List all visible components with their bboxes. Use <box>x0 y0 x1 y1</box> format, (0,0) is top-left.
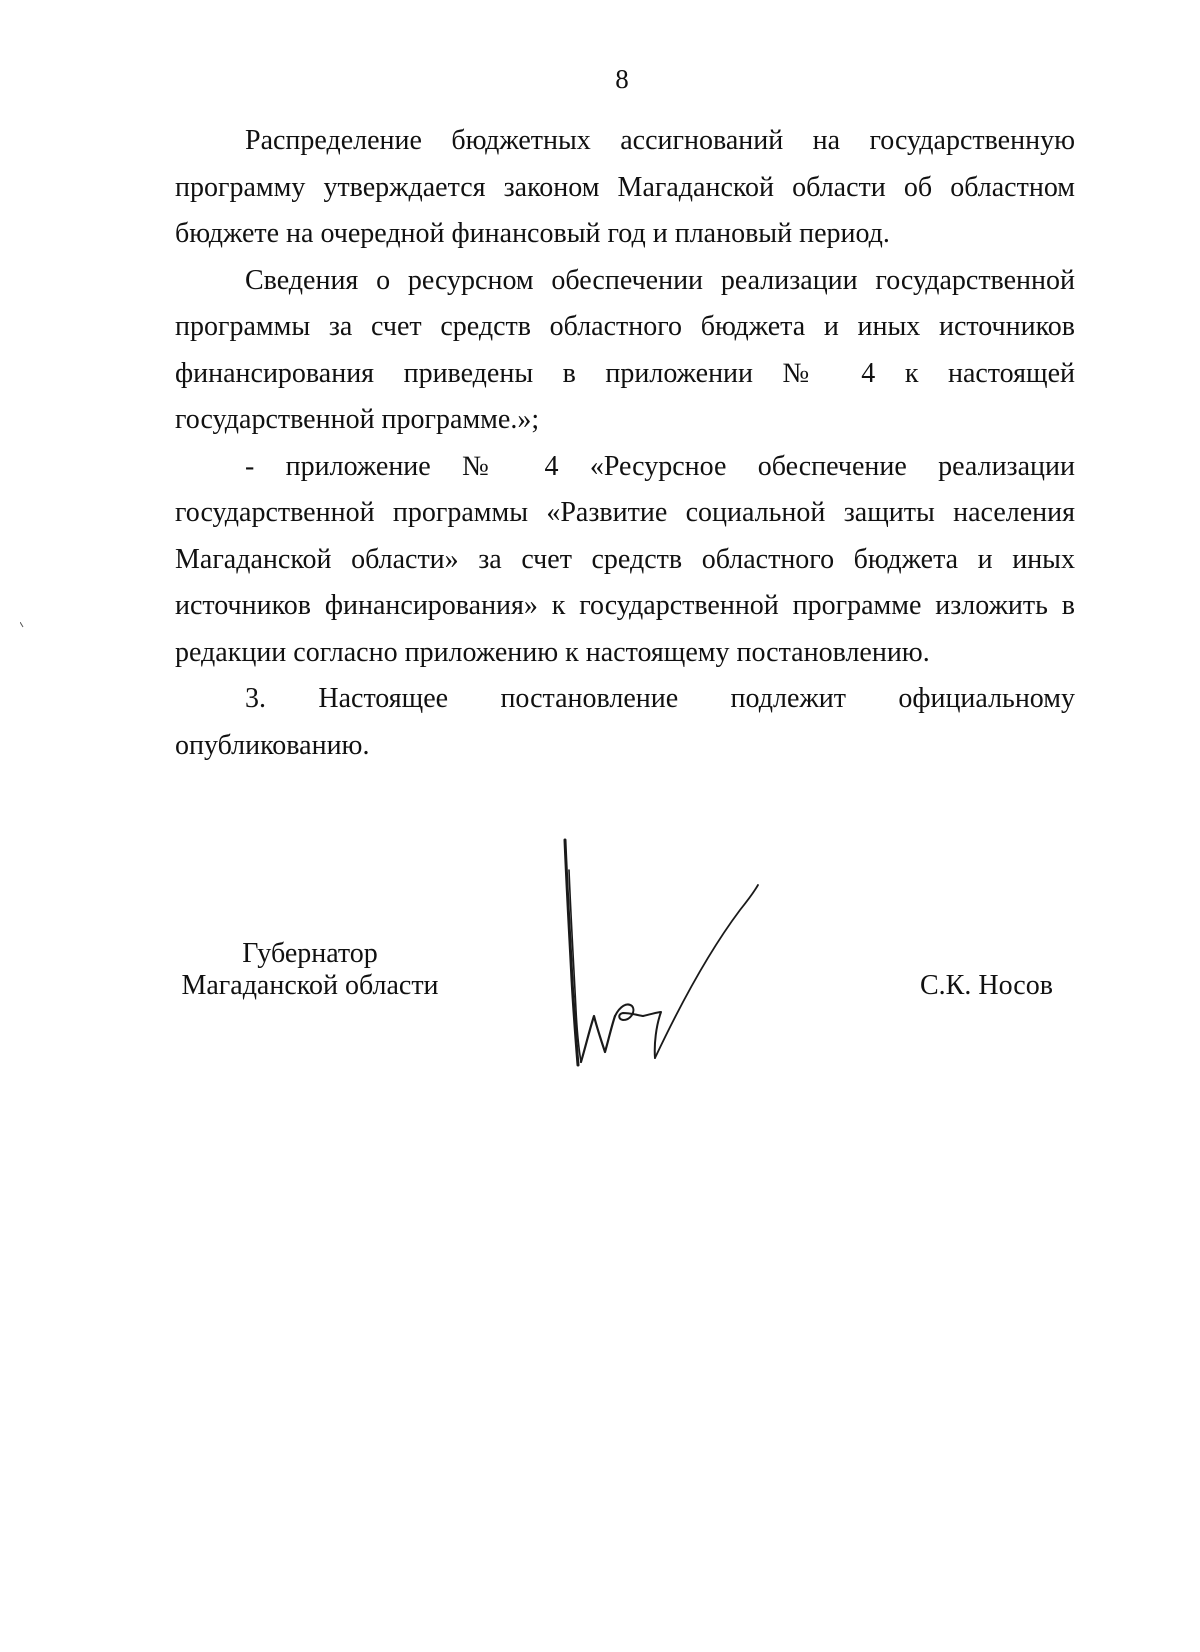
paragraph-publication: 3. Настоящее постановление подлежит официальному опубликованию. <box>175 683 1075 761</box>
handwritten-signature <box>560 830 810 1090</box>
paragraph-resource-info: Сведения о ресурсном обеспечении реализации государственной программы за счет средств областного бюджета и иных источников финансирования приведены в приложении № 4 к настоящей государственной программе.»; <box>175 264 1075 435</box>
signer-name: С.К. Носов <box>920 970 1053 1001</box>
signer-position <box>175 938 445 1002</box>
signer-position-line1: Губернатор <box>242 938 378 969</box>
page-number: 8 <box>615 64 629 94</box>
document-body <box>175 118 1075 769</box>
paragraph-budget-allocation: Распределение бюджетных ассигнований на государственную программу утверждается законом Магаданской области об областном бюджете на очередной финансовый год и плановый период. <box>175 125 1075 249</box>
signer-position-line2: Магаданской области <box>181 970 439 1001</box>
paragraph-appendix-4: - приложение № 4 «Ресурсное обеспечение реализации государственной программы «Развитие социальной защиты населения Магаданской области» за счет средств областного бюджета и иных источников финансирования» к государственной программе изложить в редакции согласно приложению к настоящему постановлению. <box>175 450 1075 668</box>
scan-speck-mark <box>20 622 24 628</box>
